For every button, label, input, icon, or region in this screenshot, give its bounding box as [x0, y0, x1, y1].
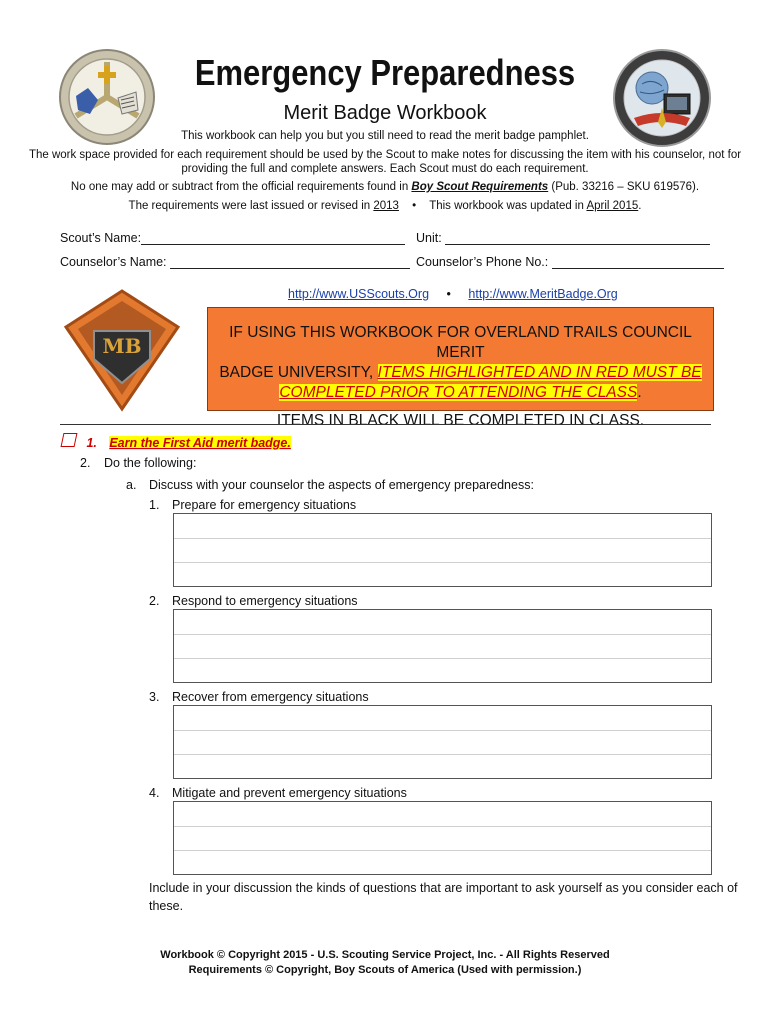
item-1-number: 1.: [149, 498, 160, 512]
usscouts-link[interactable]: http://www.USScouts.Org: [288, 287, 430, 301]
req-1-checkbox[interactable]: [61, 433, 78, 447]
counselor-name-input[interactable]: [170, 255, 410, 269]
counselor-name-field[interactable]: [60, 255, 410, 269]
links-separator: •: [446, 287, 451, 301]
banner-line-4: ITEMS IN BLACK WILL BE COMPLETED IN CLASS.: [276, 412, 645, 429]
links-row: [288, 287, 618, 301]
merit-badge-university-logo-icon: [58, 287, 186, 413]
unit-label: Unit:: [416, 231, 442, 245]
req-1-row: [62, 433, 291, 452]
banner-line-1: IF USING THIS WORKBOOK FOR OVERLAND TRAILS COUNCIL MERIT: [229, 324, 692, 361]
footer-copyright-line-1: Workbook © Copyright 2015 - U.S. Scouting Service Project, Inc. - All Rights Reserved: [160, 949, 610, 961]
include-line-1: Include in your discussion the kinds of questions that are important to ask yourself as you consider each of: [149, 881, 738, 895]
req-2a-number: a.: [126, 478, 137, 492]
unit-field[interactable]: [416, 231, 710, 245]
page-title: Emergency Preparedness: [194, 52, 576, 93]
banner-line-2-black: BADGE UNIVERSITY,: [219, 364, 378, 381]
page-subtitle: Merit Badge Workbook: [283, 102, 487, 124]
svg-text:MB: MB: [102, 334, 142, 358]
item-2-text: Respond to emergency situations: [172, 594, 358, 608]
item-4-answer-box[interactable]: [173, 801, 712, 875]
item-1-answer-box[interactable]: [173, 513, 712, 587]
req-2-text: Do the following:: [104, 456, 197, 470]
item-3-number: 3.: [149, 690, 160, 704]
section-divider: [60, 424, 711, 425]
item-4-text: Mitigate and prevent emergency situations: [172, 786, 407, 800]
updated-prefix: This workbook was updated in: [429, 200, 587, 212]
footer-copyright-line-2: Requirements © Copyright, Boy Scouts of America (Used with permission.): [188, 964, 582, 976]
req-suffix: (Pub. 33216 – SKU 619576).: [548, 181, 700, 193]
scout-name-input[interactable]: [141, 231, 405, 245]
updated-suffix: .: [638, 200, 642, 212]
banner-line-3-end: .: [637, 384, 642, 401]
item-3-text: Recover from emergency situations: [172, 690, 369, 704]
issued-prefix: The requirements were last issued or revised in: [128, 200, 374, 212]
item-2-answer-box[interactable]: [173, 609, 712, 683]
updated-date: April 2015: [586, 200, 639, 212]
banner-line-3: [208, 383, 713, 403]
unit-input[interactable]: [445, 231, 710, 245]
scout-name-field[interactable]: [60, 231, 405, 245]
counselor-phone-field[interactable]: [416, 255, 724, 269]
scout-name-label: Scout’s Name:: [60, 231, 142, 245]
bullet-separator: •: [412, 200, 417, 212]
item-1-text: Prepare for emergency situations: [172, 498, 357, 512]
banner-line-2-red: ITEMS HIGHLIGHTED AND IN RED MUST BE: [377, 364, 702, 381]
item-2-number: 2.: [149, 594, 160, 608]
req-prefix: No one may add or subtract from the official requirements found in: [70, 181, 412, 193]
req-1-text: Earn the First Aid merit badge.: [109, 436, 291, 450]
intro-line-1: This workbook can help you but you still need to read the merit badge pamphlet.: [181, 130, 589, 142]
intro-line-3: providing the full and complete answers. Each Scout must do each requirement.: [181, 163, 589, 175]
req-publication: Boy Scout Requirements: [411, 181, 549, 193]
banner-line-2: [208, 363, 713, 383]
item-4-number: 4.: [149, 786, 160, 800]
req-2-number: 2.: [80, 456, 91, 470]
include-line-2: these.: [149, 899, 184, 913]
requirements-source-line: [0, 180, 770, 195]
counselor-name-label: Counselor’s Name:: [60, 255, 167, 269]
mbu-instructions-banner: [207, 307, 714, 429]
req-1-number: 1.: [86, 436, 97, 450]
intro-line-2: The work space provided for each requirement should be used by the Scout to make notes for discussing the item with his counselor, not for: [28, 149, 742, 161]
meritbadge-link[interactable]: http://www.MeritBadge.Org: [468, 287, 618, 301]
item-3-answer-box[interactable]: [173, 705, 712, 779]
issued-line: [0, 199, 770, 214]
counselor-phone-input[interactable]: [552, 255, 724, 269]
req-2a-text: Discuss with your counselor the aspects of emergency preparedness:: [149, 478, 534, 492]
banner-line-3-red: COMPLETED PRIOR TO ATTENDING THE CLASS: [279, 384, 638, 401]
issued-year: 2013: [373, 200, 399, 212]
counselor-phone-label: Counselor’s Phone No.:: [416, 255, 549, 269]
